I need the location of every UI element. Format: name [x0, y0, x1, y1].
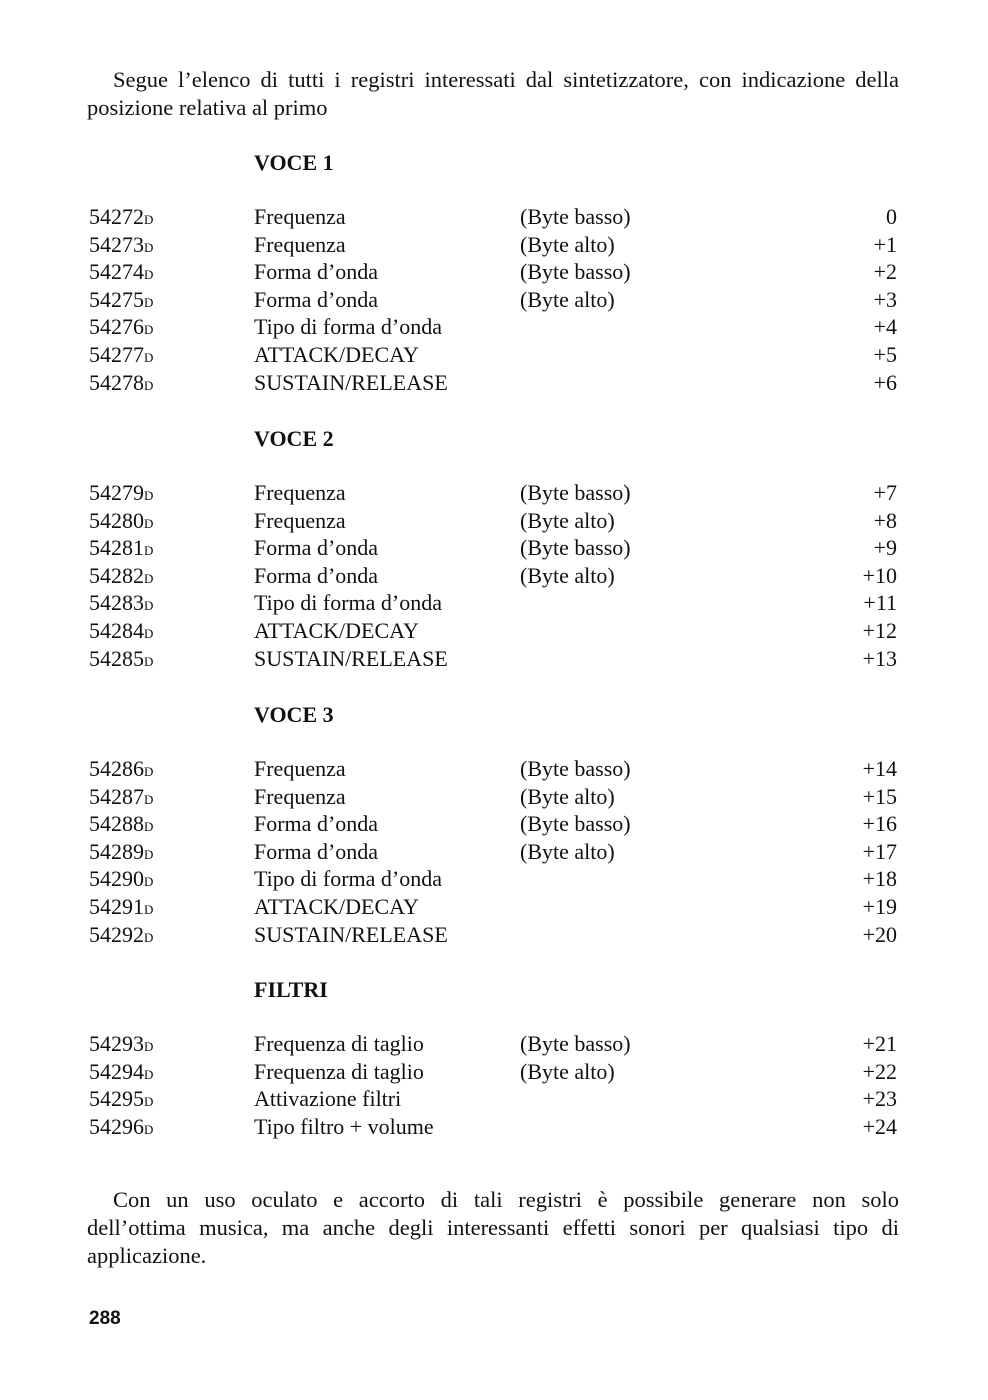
relative-offset: +22: [862, 1058, 897, 1084]
relative-offset: +6: [873, 369, 897, 395]
register-row: [0, 231, 988, 259]
relative-offset: +2: [873, 259, 897, 285]
address-number: 54287: [89, 783, 144, 809]
page-number: 288: [89, 1308, 121, 1329]
section-title: VOCE 1: [254, 150, 334, 175]
register-row: [0, 341, 988, 369]
relative-offset: +24: [862, 1113, 897, 1139]
relative-offset: +18: [862, 866, 897, 892]
decimal-suffix: D: [144, 322, 154, 338]
register-row: [0, 1030, 988, 1058]
register-name: Frequenza: [254, 204, 346, 229]
relative-offset: +13: [862, 645, 897, 671]
register-row: [0, 1085, 988, 1113]
register-name: SUSTAIN/RELEASE: [254, 921, 448, 947]
register-row: [0, 479, 988, 507]
address-number: 54289: [89, 838, 144, 864]
section-title: FILTRI: [254, 977, 328, 1002]
register-address: [89, 258, 154, 289]
register-address: [89, 921, 154, 952]
register-name: Tipo di forma d’onda: [254, 590, 443, 616]
intro-paragraph: [87, 66, 899, 122]
relative-offset: +21: [862, 1031, 897, 1056]
relative-offset: +9: [873, 535, 897, 561]
register-row: [0, 783, 988, 811]
register-row: [0, 203, 988, 231]
register-name: Frequenza: [254, 756, 346, 781]
register-row: [0, 1058, 988, 1086]
decimal-suffix: D: [144, 1039, 154, 1054]
address-number: 54292: [89, 921, 144, 947]
byte-position: (Byte basso): [520, 811, 631, 837]
register-address: [89, 1113, 154, 1144]
register-row: [0, 534, 988, 562]
relative-offset: +23: [862, 1086, 897, 1112]
address-number: 54276: [89, 314, 144, 340]
byte-position: (Byte alto): [520, 783, 615, 809]
register-row: [0, 838, 988, 866]
register-address: [89, 589, 154, 620]
register-name: Frequenza: [254, 783, 346, 809]
byte-position: (Byte alto): [520, 562, 615, 588]
register-address: [89, 865, 154, 896]
decimal-suffix: D: [144, 764, 154, 779]
closing-paragraph: [87, 1186, 899, 1270]
register-row: [0, 865, 988, 893]
register-address: [89, 479, 154, 510]
register-address: [89, 562, 154, 593]
decimal-suffix: D: [144, 212, 154, 227]
section-title: VOCE 3: [254, 702, 334, 727]
register-name: Forma d’onda: [254, 562, 379, 588]
relative-offset: +1: [873, 231, 897, 257]
register-address: [89, 1058, 154, 1089]
intro-line-2: posizione relativa al primo: [87, 95, 328, 120]
address-number: 54277: [89, 342, 144, 367]
section-title: VOCE 2: [254, 426, 334, 451]
register-row: [0, 507, 988, 535]
decimal-suffix: D: [144, 1121, 154, 1137]
address-number: 54286: [89, 756, 144, 781]
register-row: [0, 1113, 988, 1141]
register-name: Forma d’onda: [254, 811, 379, 837]
decimal-suffix: D: [144, 846, 154, 862]
register-name: Forma d’onda: [254, 535, 379, 561]
decimal-suffix: D: [144, 543, 154, 559]
register-row: [0, 893, 988, 921]
register-name: Frequenza di taglio: [254, 1058, 424, 1084]
register-row: [0, 286, 988, 314]
decimal-suffix: D: [144, 819, 154, 835]
decimal-suffix: D: [144, 929, 154, 945]
address-number: 54275: [89, 286, 144, 312]
closing-line-2: dell’ottima musica, ma anche degli interessanti effetti sonori per qualsiasi tipo di: [87, 1215, 899, 1240]
register-row: [0, 589, 988, 617]
decimal-suffix: D: [144, 902, 154, 917]
register-address: [89, 617, 154, 648]
address-number: 54285: [89, 645, 144, 671]
relative-offset: +16: [862, 811, 897, 837]
address-number: 54296: [89, 1113, 144, 1139]
relative-offset: +11: [863, 590, 897, 616]
register-address: [89, 203, 154, 234]
decimal-suffix: D: [144, 267, 154, 283]
address-number: 54291: [89, 894, 144, 919]
byte-position: (Byte alto): [520, 286, 615, 312]
decimal-suffix: D: [144, 294, 154, 310]
closing-line-1: Con un uso oculato e accorto di tali registri è possibile generare non solo: [113, 1187, 899, 1212]
byte-position: (Byte alto): [520, 231, 615, 257]
register-name: Forma d’onda: [254, 286, 379, 312]
relative-offset: +20: [862, 921, 897, 947]
decimal-suffix: D: [144, 626, 154, 641]
register-name: Forma d’onda: [254, 838, 379, 864]
decimal-suffix: D: [144, 1094, 154, 1110]
register-name: Tipo filtro + volume: [254, 1113, 434, 1139]
relative-offset: +5: [873, 342, 897, 367]
address-number: 54272: [89, 204, 144, 229]
address-number: 54282: [89, 562, 144, 588]
register-row: [0, 258, 988, 286]
register-address: [89, 1085, 154, 1116]
address-number: 54295: [89, 1086, 144, 1112]
register-name: Attivazione filtri: [254, 1086, 402, 1112]
register-address: [89, 755, 154, 786]
byte-position: (Byte alto): [520, 1058, 615, 1084]
address-number: 54290: [89, 866, 144, 892]
register-name: SUSTAIN/RELEASE: [254, 645, 448, 671]
register-row: [0, 562, 988, 590]
decimal-suffix: D: [144, 350, 154, 365]
address-number: 54284: [89, 618, 144, 643]
relative-offset: +10: [862, 562, 897, 588]
address-number: 54294: [89, 1058, 144, 1084]
register-name: Forma d’onda: [254, 259, 379, 285]
decimal-suffix: D: [144, 1066, 154, 1082]
register-address: [89, 369, 154, 400]
register-row: [0, 313, 988, 341]
decimal-suffix: D: [144, 488, 154, 503]
register-name: ATTACK/DECAY: [254, 618, 419, 643]
byte-position: (Byte alto): [520, 507, 615, 533]
decimal-suffix: D: [144, 377, 154, 393]
relative-offset: +8: [873, 507, 897, 533]
relative-offset: +7: [873, 480, 897, 505]
decimal-suffix: D: [144, 874, 154, 890]
intro-line-1: Segue l’elenco di tutti i registri interessati dal sintetizzatore, con indicazione della: [113, 67, 899, 92]
byte-position: (Byte alto): [520, 838, 615, 864]
decimal-suffix: D: [144, 598, 154, 614]
register-name: ATTACK/DECAY: [254, 342, 419, 367]
decimal-suffix: D: [144, 515, 154, 531]
address-number: 54293: [89, 1031, 144, 1056]
relative-offset: +12: [862, 618, 897, 643]
register-name: Tipo di forma d’onda: [254, 314, 443, 340]
byte-position: (Byte basso): [520, 259, 631, 285]
decimal-suffix: D: [144, 791, 154, 807]
byte-position: (Byte basso): [520, 535, 631, 561]
register-address: [89, 1030, 154, 1061]
register-address: [89, 534, 154, 565]
register-name: Tipo di forma d’onda: [254, 866, 443, 892]
byte-position: (Byte basso): [520, 480, 631, 505]
register-address: [89, 810, 154, 841]
address-number: 54279: [89, 480, 144, 505]
decimal-suffix: D: [144, 570, 154, 586]
register-row: [0, 369, 988, 397]
address-number: 54288: [89, 811, 144, 837]
register-address: [89, 341, 154, 372]
decimal-suffix: D: [144, 239, 154, 255]
byte-position: (Byte basso): [520, 204, 631, 229]
address-number: 54281: [89, 535, 144, 561]
register-row: [0, 755, 988, 783]
decimal-suffix: D: [144, 653, 154, 669]
register-row: [0, 645, 988, 673]
relative-offset: +4: [873, 314, 897, 340]
register-name: Frequenza: [254, 231, 346, 257]
address-number: 54273: [89, 231, 144, 257]
address-number: 54283: [89, 590, 144, 616]
byte-position: (Byte basso): [520, 1031, 631, 1056]
register-address: [89, 286, 154, 317]
relative-offset: 0: [886, 204, 897, 229]
relative-offset: +3: [873, 286, 897, 312]
register-row: [0, 617, 988, 645]
register-name: Frequenza: [254, 507, 346, 533]
byte-position: (Byte basso): [520, 756, 631, 781]
register-address: [89, 838, 154, 869]
address-number: 54278: [89, 369, 144, 395]
address-number: 54280: [89, 507, 144, 533]
relative-offset: +19: [862, 894, 897, 919]
relative-offset: +17: [862, 838, 897, 864]
register-row: [0, 810, 988, 838]
closing-line-3: applicazione.: [87, 1243, 207, 1268]
register-address: [89, 783, 154, 814]
register-address: [89, 507, 154, 538]
address-number: 54274: [89, 259, 144, 285]
relative-offset: +14: [862, 756, 897, 781]
register-address: [89, 231, 154, 262]
register-row: [0, 921, 988, 949]
register-name: Frequenza di taglio: [254, 1031, 424, 1056]
register-name: SUSTAIN/RELEASE: [254, 369, 448, 395]
register-address: [89, 313, 154, 344]
register-address: [89, 893, 154, 924]
register-name: Frequenza: [254, 480, 346, 505]
register-address: [89, 645, 154, 676]
relative-offset: +15: [862, 783, 897, 809]
register-name: ATTACK/DECAY: [254, 894, 419, 919]
